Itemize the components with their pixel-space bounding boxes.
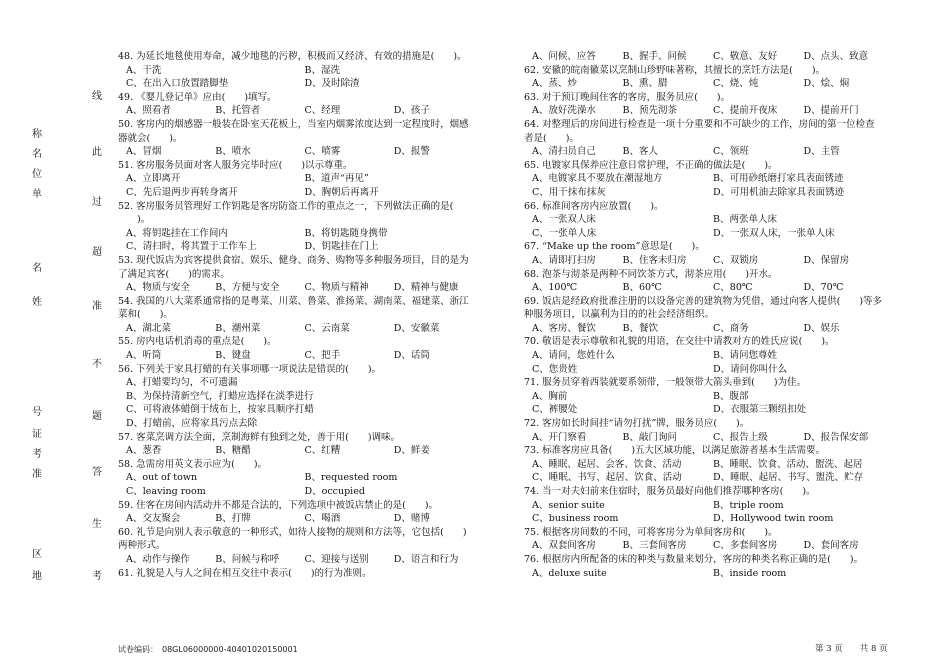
answer-option: C、云南菜 — [304, 322, 350, 334]
answer-option: C、商务 — [713, 322, 749, 334]
answer-option: A、开门察看 — [532, 431, 587, 443]
answer-options — [524, 539, 894, 553]
answer-options — [118, 471, 483, 485]
question-text: 59. 住客在房间内活动并不都是合法的，下列选项中被饭店禁止的是( )。 — [118, 499, 439, 511]
answer-option: D、精神与健康 — [393, 282, 459, 294]
answer-option: A、立即离开 — [126, 173, 181, 185]
answer-options — [524, 145, 894, 159]
question-text: 者是( )。 — [524, 132, 579, 144]
answer-option: C、物质与精神 — [304, 282, 369, 294]
answer-option: A、双套间客房 — [532, 540, 596, 552]
question-text: 两种形式。 — [118, 540, 166, 552]
answer-option: B、道声“再见” — [304, 173, 369, 185]
answer-option: D、衣服第三颗纽扣处 — [713, 404, 807, 416]
exam-code: 试卷编码： 08GL06000000-40401020150001 — [118, 645, 298, 654]
answer-option: D、孩子 — [393, 105, 430, 117]
right-column — [524, 50, 894, 580]
question-text: 64. 对整理后的房间进行检查是一项十分重要和不可缺少的工作，房间的第一位检查 — [524, 118, 875, 130]
answer-option: B、打牌 — [215, 513, 251, 525]
question-text: 71. 服务员穿着西装就要系领带，一般领带大箭头垂到( )为佳。 — [524, 377, 807, 389]
answer-option: A、请问，您姓什么 — [532, 350, 615, 362]
answer-options — [524, 104, 894, 118]
answer-option: D、赌博 — [393, 513, 430, 525]
answer-options — [118, 64, 483, 78]
answer-option: A、请即打扫房 — [532, 254, 596, 266]
answer-options — [524, 403, 894, 417]
answer-options — [118, 322, 483, 336]
answer-option: B、triple room — [713, 499, 784, 511]
answer-option: C、报告上级 — [713, 431, 768, 443]
margin-label: 位 — [32, 169, 42, 180]
answer-option: A、胸前 — [532, 390, 568, 402]
answer-options — [524, 471, 894, 485]
answer-option: C、用干抹布抹灰 — [532, 186, 606, 198]
answer-option: D、Hollywood twin room — [713, 513, 834, 525]
margin-label: 名 — [32, 263, 42, 274]
answer-option: A、冒烟 — [126, 146, 162, 158]
question-text: 65. 电镀家具保养应注意日常护理，不正确的做法是( )。 — [524, 159, 778, 171]
answer-option: D、套间客房 — [803, 540, 859, 552]
answer-option: A、照看者 — [126, 105, 171, 117]
answer-option: D、安徽菜 — [393, 322, 440, 334]
answer-option: B、预先沏茶 — [622, 105, 677, 117]
answer-option: B、住客未归房 — [622, 254, 687, 266]
answer-option: C、可将液体蜡倒于绒布上，按家具顺序打蜡 — [126, 404, 314, 416]
answer-options — [524, 499, 894, 513]
answer-options — [118, 485, 483, 499]
answer-option: D、娱乐 — [803, 322, 840, 334]
question-text: 57. 客菜烹调方法全面，烹制海鲜有独到之处，善于用( )调味。 — [118, 431, 401, 443]
answer-options — [524, 50, 894, 64]
answer-option: C、多套间客房 — [713, 540, 778, 552]
question-text: 50. 客房内的烟感器一般装在卧室天花板上，当室内烟雾浓度达到一定程度时，烟感 — [118, 118, 469, 130]
answer-option: D、烩、焖 — [803, 78, 850, 90]
answer-options — [524, 349, 894, 363]
answer-option: A、电镀家具不要放在潮湿地方 — [532, 173, 663, 185]
answer-option: D、及时除渣 — [304, 78, 360, 90]
answer-option: C、喝酒 — [304, 513, 341, 525]
margin-label: 考 — [32, 449, 42, 460]
question-text: 66. 标准间客房内应放置( )。 — [524, 200, 664, 212]
answer-option: B、可用砂纸磨打家具表面锈迹 — [713, 173, 844, 185]
answer-option: C、喷雾 — [304, 146, 341, 158]
answer-options — [524, 363, 894, 377]
answer-option: A、交友聚会 — [126, 513, 181, 525]
answer-option: D、可用机油去除家具表面锈迹 — [713, 186, 845, 198]
answer-option: C、business room — [532, 513, 619, 525]
answer-option: A、物质与安全 — [126, 282, 190, 294]
question-text: 55. 房内电话机消毒的重点是( )。 — [118, 336, 277, 348]
answer-option: B、键盘 — [215, 350, 251, 362]
answer-option: A、听筒 — [126, 350, 162, 362]
answer-option: A、out of town — [126, 472, 198, 484]
answer-option: D、提前开门 — [803, 105, 859, 117]
answer-options — [524, 512, 894, 526]
answer-option: A、蒸、炒 — [532, 78, 577, 90]
answer-options — [118, 240, 483, 254]
answer-option: D、请问你叫什么 — [713, 363, 788, 375]
left-column — [118, 50, 483, 580]
question-text: 51. 客房服务员面对客人服务完毕时应( )以示尊重。 — [118, 159, 353, 171]
answer-options — [118, 553, 483, 567]
answer-option: B、客人 — [622, 146, 658, 158]
answer-options — [118, 417, 483, 431]
cut-line-char: 准 — [92, 301, 102, 312]
answer-options — [118, 186, 483, 200]
answer-option: D、语言和行为 — [393, 553, 459, 565]
question-text: 69. 饭店是经政府批准注册的以设备完善的建筑物为凭借，通过向客人提供( )等多 — [524, 295, 883, 307]
cut-line-char: 题 — [92, 411, 102, 422]
answer-option: B、睡眠、饮食、活动、盥洗、起居 — [713, 458, 863, 470]
margin-label: 证 — [32, 429, 42, 440]
question-text: )。 — [118, 214, 151, 226]
answer-option: D、话筒 — [393, 350, 430, 362]
answer-option: C、红糟 — [304, 445, 341, 457]
answer-option: D、报警 — [393, 146, 430, 158]
answer-options — [524, 390, 894, 404]
cut-line-char: 不 — [92, 359, 102, 370]
answer-option: C、提前开夜床 — [713, 105, 778, 117]
answer-options — [524, 213, 894, 227]
answer-option: A、放好洗澡水 — [532, 105, 596, 117]
answer-options — [524, 172, 894, 186]
page-number: 第 3 页 共 8 页 — [815, 644, 888, 654]
answer-option: B、糖醋 — [215, 445, 251, 457]
question-text: 62. 安徽的皖南徽菜以烹制山珍野味著称，其擅长的烹饪方法是( )。 — [524, 64, 826, 76]
margin-label: 称 — [32, 129, 42, 140]
margin-label: 姓 — [32, 297, 42, 308]
question-text: 58. 急需房用英文表示应为( )。 — [118, 458, 268, 470]
answer-option: B、熏、腊 — [622, 78, 668, 90]
answer-option: A、deluxe suite — [532, 567, 607, 579]
answer-option: C、80℃ — [713, 282, 753, 294]
margin-label: 单 — [32, 189, 42, 200]
margin-label: 名 — [32, 149, 42, 160]
margin-label: 地 — [32, 571, 42, 582]
answer-options — [524, 227, 894, 241]
question-text: 种服务项目，以赢利为目的的社会经济组织。 — [524, 309, 715, 321]
answer-option: A、清扫员自己 — [532, 146, 596, 158]
answer-option: B、将钥匙随身携带 — [304, 227, 388, 239]
question-text: 器就会( )。 — [118, 132, 183, 144]
answer-option: A、动作与操作 — [126, 553, 190, 565]
answer-option: B、三套间客房 — [622, 540, 687, 552]
answer-options — [118, 281, 483, 295]
answer-option: B、问候与称呼 — [215, 553, 280, 565]
answer-option: D、点头、致意 — [803, 51, 869, 62]
answer-option: A、打蜡要均匀，不可遗漏 — [126, 377, 238, 389]
cut-line-char: 线 — [92, 91, 102, 102]
answer-options — [118, 227, 483, 241]
question-text: 76. 根据房内所配备的床的种类与数量来划分，客房的种类名称正确的是( )。 — [524, 553, 864, 565]
answer-options — [118, 403, 483, 417]
question-text: 74. 当一对夫妇前来住宿时，服务员最好向他们推荐哪种客房( )。 — [524, 486, 816, 497]
margin-label: 准 — [32, 469, 42, 480]
answer-option: B、湿洗 — [304, 64, 340, 76]
question-text: 了满足宾客( )的需求。 — [118, 268, 230, 280]
answer-option: B、潮州菜 — [215, 322, 261, 334]
cut-line-char: 超 — [92, 247, 102, 258]
answer-option: C、先后退两步再转身离开 — [126, 186, 238, 198]
question-text: 70. 敬语是表示尊敬和礼貌的用语，在交往中请教对方的姓氏应说( )。 — [524, 336, 835, 348]
answer-option: D、一张双人床，一张单人床 — [713, 227, 835, 239]
cut-line-char: 生 — [92, 519, 102, 530]
answer-option: A、问候、应答 — [532, 51, 596, 62]
answer-option: A、葱香 — [126, 445, 162, 457]
margin-label: 区 — [32, 549, 42, 560]
margin-label: 号 — [32, 407, 42, 418]
question-text: 67. “Make up the room”意思是( )。 — [524, 241, 705, 253]
answer-options — [118, 77, 483, 91]
answer-options — [118, 172, 483, 186]
question-text: 48. 为延长地毯使用寿命，减少地毯的污秽，积极而又经济、有效的措施是( )。 — [118, 51, 467, 62]
answer-options — [524, 186, 894, 200]
answer-options — [524, 567, 894, 581]
answer-option: D、鲜姜 — [393, 445, 430, 457]
answer-option: B、inside room — [713, 567, 787, 579]
answer-option: B、腹部 — [713, 390, 749, 402]
answer-options — [524, 322, 894, 336]
answer-options — [524, 431, 894, 445]
question-text: 56. 下列关于家具打蜡的有关事项哪一项说法是错误的( )。 — [118, 363, 382, 375]
answer-option: B、方便与安全 — [215, 282, 280, 294]
answer-option: D、报告保安部 — [803, 431, 869, 443]
answer-option: D、胸朝后再离开 — [304, 186, 379, 198]
question-text: 53. 现代饭店为宾客提供食宿、娱乐、健身、商务、购物等多种服务项目，目的是为 — [118, 254, 469, 266]
answer-option: C、迎接与送别 — [304, 553, 369, 565]
answer-option: B、60℃ — [622, 282, 662, 294]
answer-options — [524, 458, 894, 472]
cut-line-char: 考 — [92, 571, 102, 582]
question-text: 63. 对于预订晚间住客的客房，服务员应( )。 — [524, 91, 731, 103]
answer-option: B、请问您尊姓 — [713, 350, 777, 362]
answer-options — [524, 254, 894, 268]
answer-option: C、把手 — [304, 350, 341, 362]
question-text: 60. 礼节是向别人表示敬意的一种形式，如待人接物的规则和方法等，它包括( ) — [118, 526, 467, 538]
answer-option: D、保留房 — [803, 254, 850, 266]
answer-options — [118, 444, 483, 458]
answer-option: C、leaving room — [126, 486, 206, 497]
answer-options — [118, 349, 483, 363]
cut-line-char: 过 — [92, 197, 102, 208]
question-text: 52. 客房服务员管理好工作钥匙是客房防盗工作的重点之一，下列做法正确的是( — [118, 200, 454, 212]
question-text: 75. 根据客房间数的不同，可将客房分为单间客房和( )。 — [524, 526, 778, 538]
answer-option: A、干洗 — [126, 64, 162, 76]
answer-option: A、将钥匙挂在工作间内 — [126, 227, 228, 239]
cut-line-char: 答 — [92, 467, 102, 478]
answer-option: A、100℃ — [532, 282, 578, 294]
cut-line-char: 此 — [92, 147, 102, 158]
answer-option: D、钥匙挂在门上 — [304, 241, 379, 253]
answer-option: D、主管 — [803, 146, 840, 158]
answer-option: B、两张单人床 — [713, 214, 777, 226]
answer-option: C、裤腰处 — [532, 404, 578, 416]
answer-option: C、一张单人床 — [532, 227, 597, 239]
answer-option: C、烧、炖 — [713, 78, 759, 90]
answer-option: B、托管者 — [215, 105, 261, 117]
answer-option: A、senior suite — [532, 499, 605, 511]
answer-option: D、70℃ — [803, 282, 844, 294]
answer-option: B、喷水 — [215, 146, 251, 158]
question-text: 菜和( )。 — [118, 309, 173, 321]
answer-option: C、敬意、友好 — [713, 51, 778, 62]
answer-option: B、为保持清新空气，打蜡应选择在淡季进行 — [126, 390, 314, 402]
question-text: 72. 客房如长时间挂“请勿打扰”牌，服务员应( )。 — [524, 418, 750, 430]
answer-options — [118, 376, 483, 390]
question-text: 73. 标准客房应具备( )五大区域功能，以满足旅游者基本生活需要。 — [524, 445, 826, 457]
answer-option: C、双锁房 — [713, 254, 759, 266]
answer-option: D、occupied — [304, 486, 365, 497]
answer-option: A、湖北菜 — [126, 322, 171, 334]
answer-option: B、requested room — [304, 472, 398, 484]
answer-options — [118, 104, 483, 118]
answer-options — [524, 77, 894, 91]
answer-options — [524, 281, 894, 295]
answer-option: B、握手、问候 — [622, 51, 687, 62]
answer-options — [118, 390, 483, 404]
answer-option: C、在出入口放置踏脚垫 — [126, 78, 229, 90]
answer-option: C、睡眠、书写、起居、饮食、活动 — [532, 472, 682, 484]
answer-option: B、餐饮 — [622, 322, 658, 334]
answer-option: A、一张双人床 — [532, 214, 596, 226]
answer-option: C、清扫时，将其置于工作车上 — [126, 241, 257, 253]
question-text: 68. 泡茶与沏茶是两种不同饮茶方式，沏茶应用( )开水。 — [524, 268, 778, 280]
answer-option: A、睡眠、起居、会客、饮食、活动 — [532, 458, 682, 470]
answer-options — [118, 145, 483, 159]
question-text: 54. 我国的八大菜系通常指的是粤菜、川菜、鲁菜、淮扬菜、湖南菜、福建菜、浙江 — [118, 295, 469, 307]
answer-option: C、经理 — [304, 105, 341, 117]
question-text: 61. 礼貌是人与人之间在相互交往中表示( )的行为准则。 — [118, 567, 372, 579]
question-text: 49. 《婴儿登记单》应由( )填写。 — [118, 91, 277, 103]
answer-option: D、打蜡前，应将家具污点去除 — [126, 418, 258, 430]
answer-option: A、客房、餐饮 — [532, 322, 596, 334]
answer-option: C、您贵姓 — [532, 363, 578, 375]
answer-option: D、睡眠、起居、书写、盥洗、贮存 — [713, 472, 864, 484]
answer-option: B、敲门询问 — [622, 431, 677, 443]
answer-options — [118, 512, 483, 526]
answer-option: C、领班 — [713, 146, 749, 158]
